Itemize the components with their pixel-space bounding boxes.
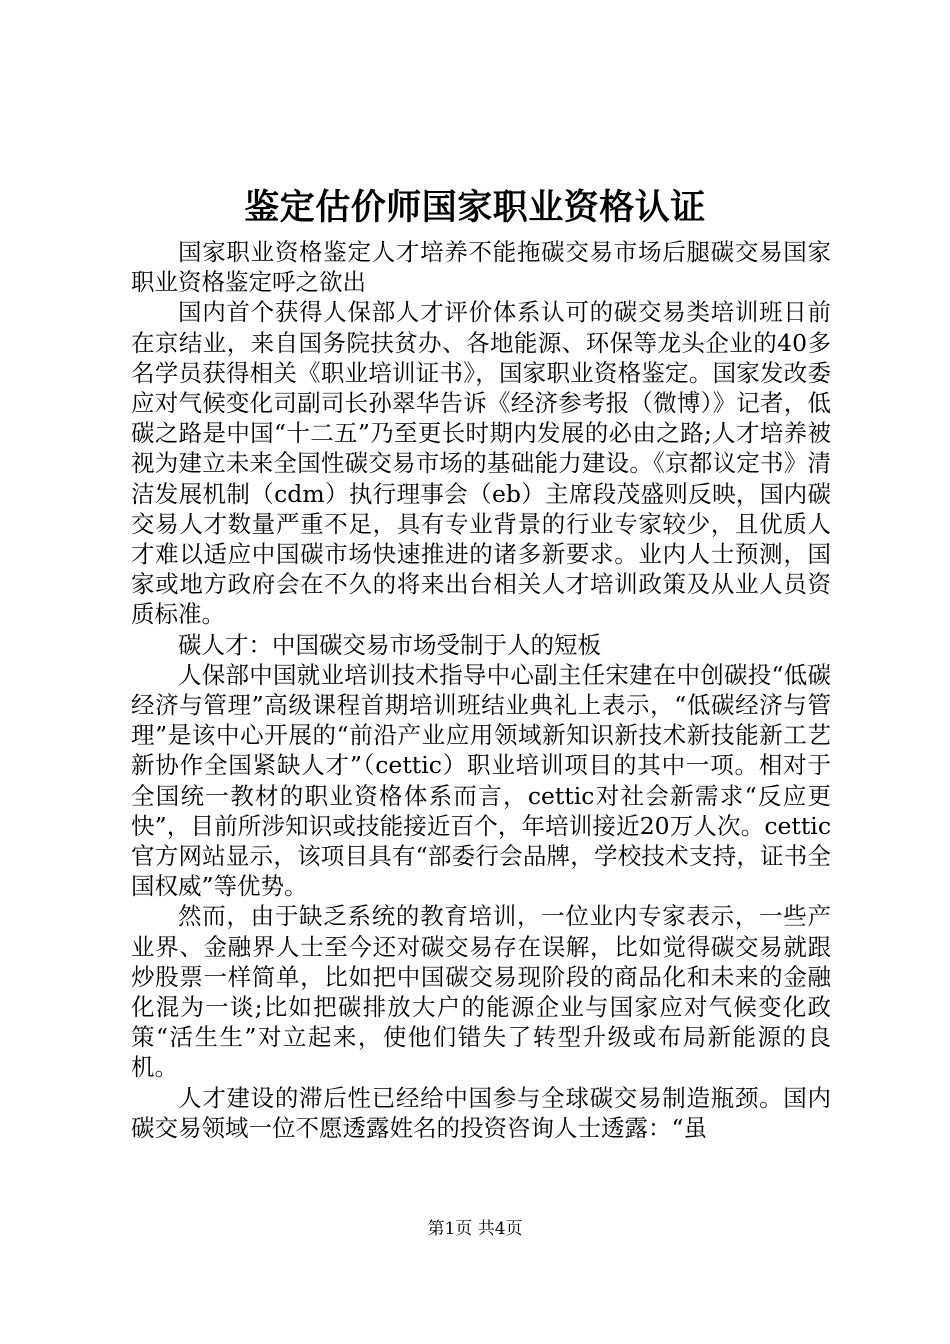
paragraph-6: 人才建设的滞后性已经给中国参与全球碳交易制造瓶颈。国内碳交易领域一位不愿透露姓名的投资咨询人士透露：“虽 xyxy=(131,1083,831,1142)
paragraph-4: 人保部中国就业培训技术指导中心副主任宋建在中创碳投“低碳经济与管理”高级课程首期培训班结业典礼上表示，“低碳经济与管理”是该中心开展的“前沿产业应用领域新知识新技术新技能新工艺新协作全国紧缺人才”（cettic）职业培训项目的其中一项。相对于全国统一教材的职业资格体系而言，cettic对社会新需求“反应更快”，目前所涉知识或技能接近百个，年培训接近20万人次。cettic官方网站显示，该项目具有“部委行会品牌，学校技术支持，证书全国权威”等优势。 xyxy=(131,660,831,901)
paragraph-2: 国内首个获得人保部人才评价体系认可的碳交易类培训班日前在京结业，来自国务院扶贫办、各地能源、环保等龙头企业的40多名学员获得相关《职业培训证书》，国家职业资格鉴定。国家发改委应对气候变化司副司长孙翠华告诉《经济参考报（微博）》记者，低碳之路是中国“十二五”乃至更长时期内发展的必由之路;人才培养被视为建立未来全国性碳交易市场的基础能力建设。《京都议定书》清洁发展机制（cdm）执行理事会（eb）主席段茂盛则反映，国内碳交易人才数量严重不足，具有专业背景的行业专家较少，且优质人才难以适应中国碳市场快速推进的诸多新要求。业内人士预测，国家或地方政府会在不久的将来出台相关人才培训政策及从业人员资质标准。 xyxy=(131,298,831,629)
document-title: 鉴定估价师国家职业资格认证 xyxy=(244,187,706,228)
section-heading-paragraph: 碳人才：中国碳交易市场受制于人的短板 xyxy=(178,630,601,659)
paragraph-1: 国家职业资格鉴定人才培养不能拖碳交易市场后腿碳交易国家职业资格鉴定呼之欲出 xyxy=(131,238,831,297)
page-number-footer: 第1页 共4页 xyxy=(427,1219,523,1239)
document-body xyxy=(131,237,831,1143)
paragraph-5: 然而，由于缺乏系统的教育培训，一位业内专家表示，一些产业界、金融界人士至今还对碳交易存在误解，比如觉得碳交易就跟炒股票一样简单，比如把中国碳交易现阶段的商品化和未来的金融化混为一谈;比如把碳排放大户的能源企业与国家应对气候变化政策“活生生”对立起来，使他们错失了转型升级或布局新能源的良机。 xyxy=(131,902,831,1082)
